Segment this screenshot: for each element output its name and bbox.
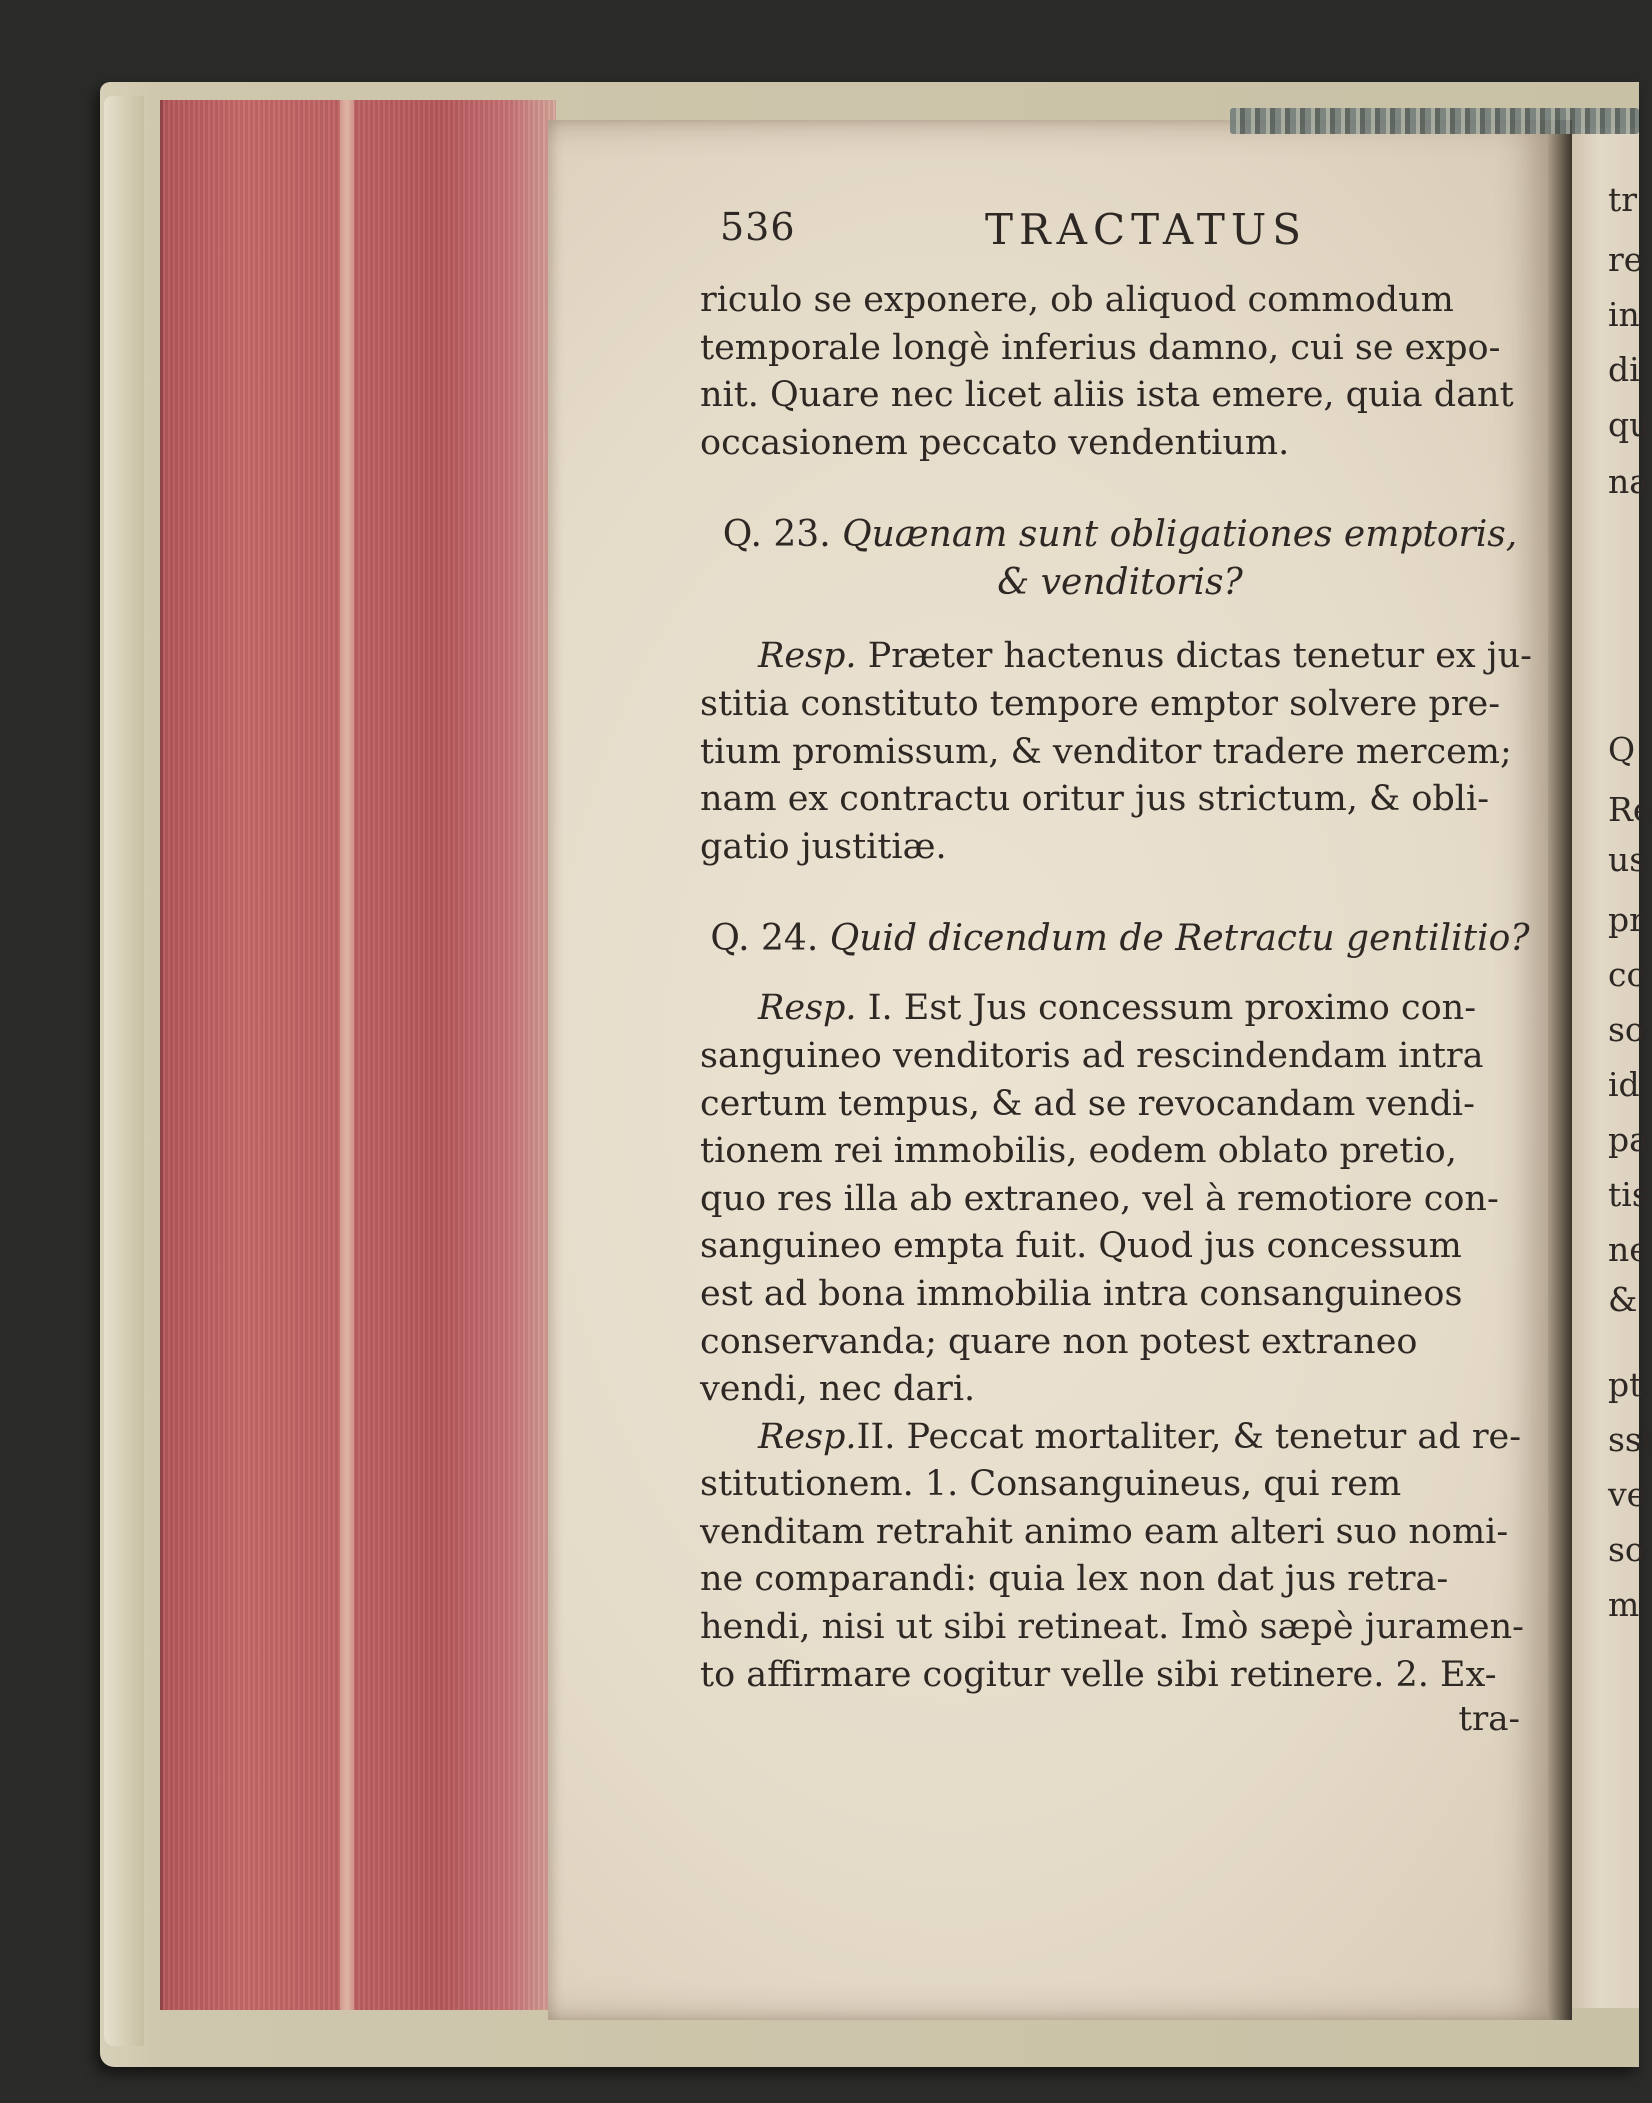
facing-page-fragment: so <box>1608 1010 1645 1049</box>
book-gutter <box>1548 120 1572 2020</box>
facing-page-fragment: ne <box>1608 1230 1649 1269</box>
text-line <box>700 985 1540 1033</box>
facing-page-fragment: tr <box>1608 180 1638 219</box>
facing-page-fragment: in <box>1608 295 1640 334</box>
question-number: Q. 24. <box>710 918 819 960</box>
text-line: ne comparandi: quia lex non dat jus retra- <box>700 1559 1449 1600</box>
facing-page-fragment: pt <box>1608 1365 1643 1404</box>
question-24-heading <box>700 915 1540 963</box>
facing-page-fragment: & <box>1608 1280 1638 1319</box>
text-fragment: II. Peccat mortaliter, & tenetur ad re- <box>856 1416 1522 1457</box>
question-23-heading <box>700 511 1540 607</box>
catchword: tra- <box>1458 1699 1520 1740</box>
resp-label: Resp. <box>758 1416 857 1457</box>
text-line: stitia constituto tempore emptor solvere pre- <box>700 683 1501 724</box>
answer-23 <box>700 633 1540 871</box>
resp-label: Resp. <box>758 636 857 677</box>
question-text: Quid dicendum de Retractu gentilitio? <box>829 918 1530 960</box>
facing-page-fragment: cc <box>1608 955 1645 994</box>
text-line: sanguineo venditoris ad rescindendam intra <box>700 1035 1484 1076</box>
question-text: & venditoris? <box>997 562 1243 604</box>
facing-page-fragment: di <box>1608 350 1640 389</box>
opening-paragraph <box>700 277 1540 467</box>
facing-page-fragment: Q <box>1608 730 1636 769</box>
page-text <box>700 205 1540 1739</box>
cover-spine-edge <box>104 96 144 2046</box>
facing-page-fragment: tis <box>1608 1175 1649 1214</box>
red-page-edges <box>160 100 556 2010</box>
text-line: vendi, nec dari. <box>700 1369 976 1410</box>
right-page-fragment <box>1572 128 1652 2008</box>
text-line: to affirmare cogitur velle sibi retinere. 2. Ex- <box>700 1654 1497 1695</box>
resp-label: Resp. <box>758 988 857 1029</box>
question-text: Quænam sunt obligationes emptoris, <box>842 514 1518 556</box>
text-line: tium promissum, & venditor tradere mercem; <box>700 731 1512 772</box>
facing-page-fragment: id <box>1608 1065 1640 1104</box>
text-line: quo res illa ab extraneo, vel à remotiore con- <box>700 1178 1499 1219</box>
text-line: riculo se exponere, ob aliquod commodum <box>700 280 1454 320</box>
text-line: nit. Quare nec licet aliis ista emere, quia dant <box>700 375 1514 416</box>
answer-24-resp-1 <box>700 985 1540 1413</box>
facing-page-fragment: Re <box>1608 790 1652 829</box>
facing-page-fragment: m <box>1608 1585 1640 1624</box>
facing-page-fragment: ssi <box>1608 1420 1652 1459</box>
text-line: certum tempus, & ad se revocandam vendi- <box>700 1083 1475 1124</box>
text-line: occasionem peccato vendentium. <box>700 422 1290 463</box>
answer-24-resp-2 <box>700 1414 1540 1700</box>
facing-page-fragment: na <box>1608 462 1649 501</box>
facing-page-fragment: re <box>1608 240 1644 279</box>
text-line: nam ex contractu oritur jus strictum, & obli- <box>700 779 1490 820</box>
text-line: venditam retrahit animo eam alteri suo nomi- <box>700 1511 1509 1552</box>
facing-page-fragment: so <box>1608 1530 1645 1569</box>
text-fragment: Præter hactenus dictas tenetur ex ju- <box>867 636 1532 677</box>
running-title: TRACTATUS <box>985 205 1308 254</box>
text-line: hendi, nisi ut sibi retineat. Imò sæpè juramen- <box>700 1607 1524 1648</box>
facing-page-fragment: us <box>1608 840 1647 879</box>
page-edges-highlight <box>340 100 354 2010</box>
page-number: 536 <box>720 205 796 249</box>
text-fragment: I. Est Jus concessum proximo con- <box>867 988 1477 1029</box>
text-line: sanguineo empta fuit. Quod jus concessum <box>700 1226 1462 1267</box>
question-number: Q. 23. <box>722 514 831 556</box>
text-line <box>700 633 1540 681</box>
text-line <box>700 1414 1540 1462</box>
facing-page-fragment: pa <box>1608 1120 1649 1159</box>
facing-page-fragment: qu <box>1608 405 1651 444</box>
facing-page-fragment: ve <box>1608 1475 1647 1514</box>
headband <box>1230 108 1639 134</box>
text-line: temporale longè inferius damno, cui se expo- <box>700 327 1501 368</box>
text-line: gatio justitiæ. <box>700 826 947 867</box>
page-header <box>700 205 1540 275</box>
text-line: est ad bona immobilia intra consanguineos <box>700 1273 1463 1314</box>
text-line: tionem rei immobilis, eodem oblato pretio, <box>700 1131 1457 1172</box>
facing-page-fragment: pr <box>1608 900 1645 939</box>
text-line: conservanda; quare non potest extraneo <box>700 1321 1418 1362</box>
text-line: stitutionem. 1. Consanguineus, qui rem <box>700 1464 1402 1505</box>
